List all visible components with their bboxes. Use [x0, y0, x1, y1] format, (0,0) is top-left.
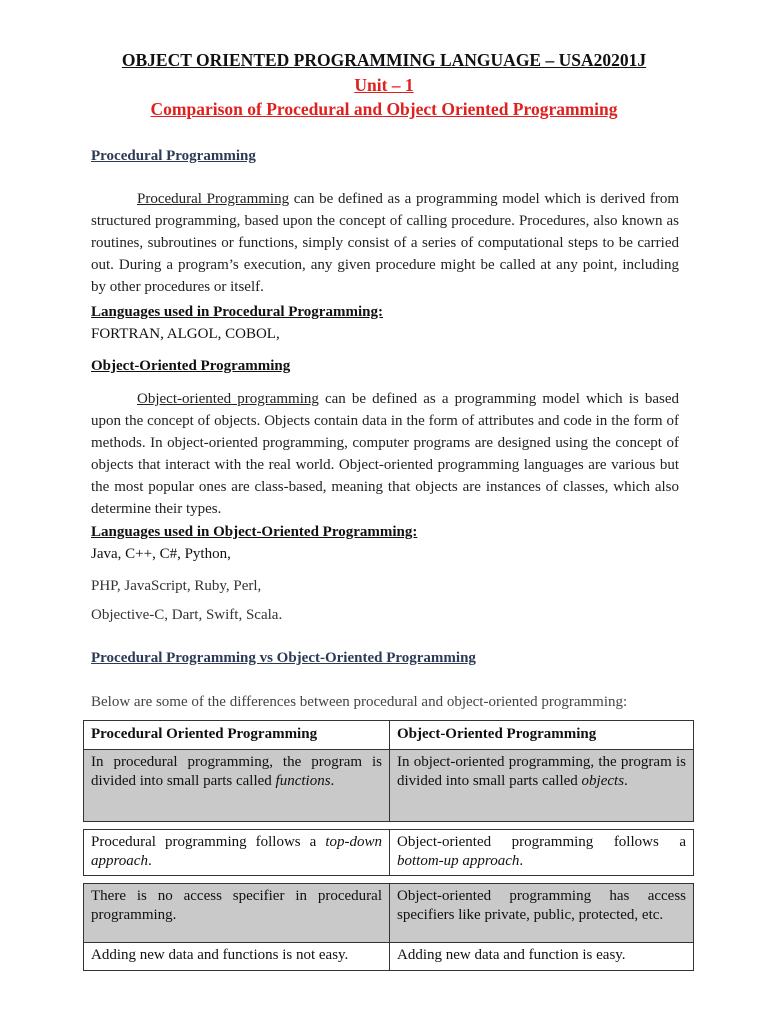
table-cell-oop: In object-oriented programming, the program is divided into small parts called objects.: [390, 750, 694, 822]
table-cell-oop: Object-oriented programming has access specifiers like private, public, protected, etc.: [390, 884, 694, 943]
table-cell-procedural: Procedural programming follows a top-down approach.: [84, 830, 390, 876]
oop-paragraph: [91, 388, 679, 520]
column-header-procedural: Procedural Oriented Programming: [84, 721, 390, 750]
table-header-row: [84, 721, 694, 750]
procedural-heading: Procedural Programming: [91, 148, 256, 164]
table-cell-oop: Adding new data and function is easy.: [390, 943, 694, 971]
comparison-heading: Procedural Programming vs Object-Oriented Programming: [91, 650, 476, 666]
comparison-table: [83, 720, 694, 971]
table-cell-procedural: In procedural programming, the program is divided into small parts called functions.: [84, 750, 390, 822]
table-cell-procedural: There is no access specifier in procedural programming.: [84, 884, 390, 943]
oop-languages-line-1: Java, C++, C#, Python,: [91, 546, 231, 562]
procedural-lead-term: Procedural Programming: [137, 191, 290, 207]
document-title: OBJECT ORIENTED PROGRAMMING LANGUAGE – USA20201J: [121, 50, 647, 70]
column-header-oop: Object-Oriented Programming: [390, 721, 694, 750]
procedural-paragraph: [91, 188, 679, 298]
oop-languages-line-2: PHP, JavaScript, Ruby, Perl,: [91, 578, 262, 594]
oop-body: can be defined as a programming model which is based upon the concept of objects. Objects contain data in the form of attributes and code in the form of methods. In object-oriented programming, computer programs are designed using the concept of objects that interact with the real world. Object-oriented programming languages are various but the most popular ones are class-based, meaning that objects are instances of classes, which also determine their types.: [91, 391, 680, 517]
oop-lead-term: Object-oriented programming: [137, 391, 319, 407]
procedural-body: can be defined as a programming model which is derived from structured programming, based upon the concept of calling procedure. Procedures, also known as routines, subroutines or functions, simply consist of a series of computational steps to be carried out. During a program’s execution, any given procedure might be called at any point, including by other procedures or itself.: [91, 191, 679, 295]
oop-languages-line-3: Objective-C, Dart, Swift, Scala.: [91, 607, 283, 623]
table-row: [84, 943, 694, 971]
table-cell-procedural: Adding new data and functions is not easy.: [84, 943, 390, 971]
procedural-languages-heading: Languages used in Procedural Programming:: [91, 304, 383, 320]
unit-label: Unit – 1: [354, 75, 414, 95]
document-subtitle: Comparison of Procedural and Object Oriented Programming: [150, 99, 618, 119]
table-cell-oop: Object-oriented programming follows a bottom-up approach.: [390, 830, 694, 876]
oop-languages-heading: Languages used in Object-Oriented Programming:: [91, 524, 418, 540]
oop-heading: Object-Oriented Programming: [91, 358, 291, 374]
comparison-intro: Below are some of the differences between procedural and object-oriented programming:: [91, 694, 628, 710]
table-row: [84, 884, 694, 943]
table-row: [84, 830, 694, 876]
table-row: [84, 750, 694, 822]
procedural-languages: FORTRAN, ALGOL, COBOL,: [91, 326, 280, 342]
